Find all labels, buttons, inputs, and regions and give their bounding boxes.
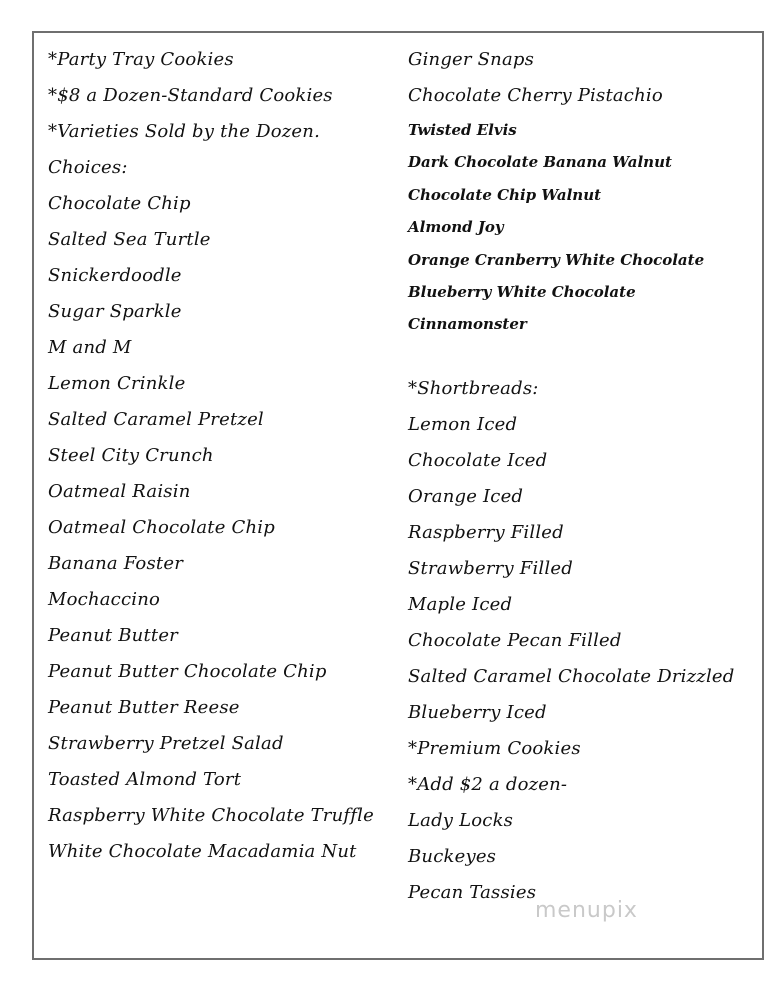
menu-line: Raspberry Filled: [408, 521, 564, 543]
menu-line-bold: Almond Joy: [408, 218, 504, 237]
menu-line: Mochaccino: [48, 589, 161, 610]
menu-line: Pecan Tassies: [408, 881, 537, 903]
menu-line: Peanut Butter: [48, 625, 178, 646]
menu-line-bold: Blueberry White Chocolate: [408, 282, 636, 301]
menu-line: Peanut Butter Chocolate Chip: [48, 661, 327, 682]
menu-line: Choices:: [48, 157, 128, 178]
menu-page-frame: [32, 31, 764, 960]
menu-line: Sugar Sparkle: [48, 301, 182, 322]
menu-line: Oatmeal Raisin: [48, 481, 191, 502]
menu-line: Blueberry Iced: [408, 701, 547, 723]
menu-line: Maple Iced: [408, 593, 513, 615]
menu-line-bold: Cinnamonster: [408, 315, 527, 334]
menu-line: Salted Caramel Pretzel: [48, 409, 264, 430]
menu-line: Banana Foster: [48, 553, 183, 574]
menu-line: *Premium Cookies: [408, 737, 581, 759]
menu-line: Chocolate Chip: [48, 193, 191, 214]
section-spacer: [408, 346, 758, 376]
menu-line: Ginger Snaps: [408, 49, 535, 70]
menu-line: *Add $2 a dozen-: [408, 773, 568, 795]
menu-line-bold: Twisted Elvis: [408, 121, 517, 139]
menu-line-bold: Orange Cranberry White Chocolate: [408, 250, 705, 269]
menu-line: *Party Tray Cookies: [48, 49, 234, 70]
menu-line: Steel City Crunch: [48, 445, 214, 466]
menu-line: Buckeyes: [408, 845, 497, 867]
menu-line-bold: Chocolate Chip Walnut: [408, 185, 602, 204]
menu-line: *Varieties Sold by the Dozen.: [48, 121, 320, 142]
menu-line: *Shortbreads:: [408, 377, 539, 399]
menupix-watermark: menupix: [535, 898, 638, 923]
menu-line: Chocolate Pecan Filled: [408, 629, 622, 651]
left-menu-column: [48, 47, 378, 875]
menu-line: Lemon Crinkle: [48, 373, 186, 394]
menu-line: Chocolate Cherry Pistachio: [408, 85, 663, 106]
menu-line-bold: Dark Chocolate Banana Walnut: [408, 153, 672, 172]
menu-line: Strawberry Filled: [408, 557, 573, 579]
menu-line: Salted Sea Turtle: [48, 229, 211, 250]
menu-line: Toasted Almond Tort: [48, 769, 242, 790]
menu-line: *$8 a Dozen-Standard Cookies: [48, 85, 333, 106]
menu-line: Salted Caramel Chocolate Drizzled: [408, 665, 735, 687]
menu-line: Raspberry White Chocolate Truffle: [48, 805, 374, 826]
menu-line: Oatmeal Chocolate Chip: [48, 517, 275, 538]
menu-line: M and M: [48, 337, 132, 358]
menu-line: Peanut Butter Reese: [48, 697, 240, 718]
menu-line: Chocolate Iced: [408, 449, 548, 471]
menu-line: Strawberry Pretzel Salad: [48, 733, 284, 754]
menu-line: Lady Locks: [408, 809, 514, 831]
right-menu-column: [408, 47, 758, 916]
menu-line: Orange Iced: [408, 485, 524, 507]
menu-line: Snickerdoodle: [48, 265, 182, 286]
menu-line: White Chocolate Macadamia Nut: [48, 841, 357, 862]
menu-line: Lemon Iced: [408, 413, 518, 435]
